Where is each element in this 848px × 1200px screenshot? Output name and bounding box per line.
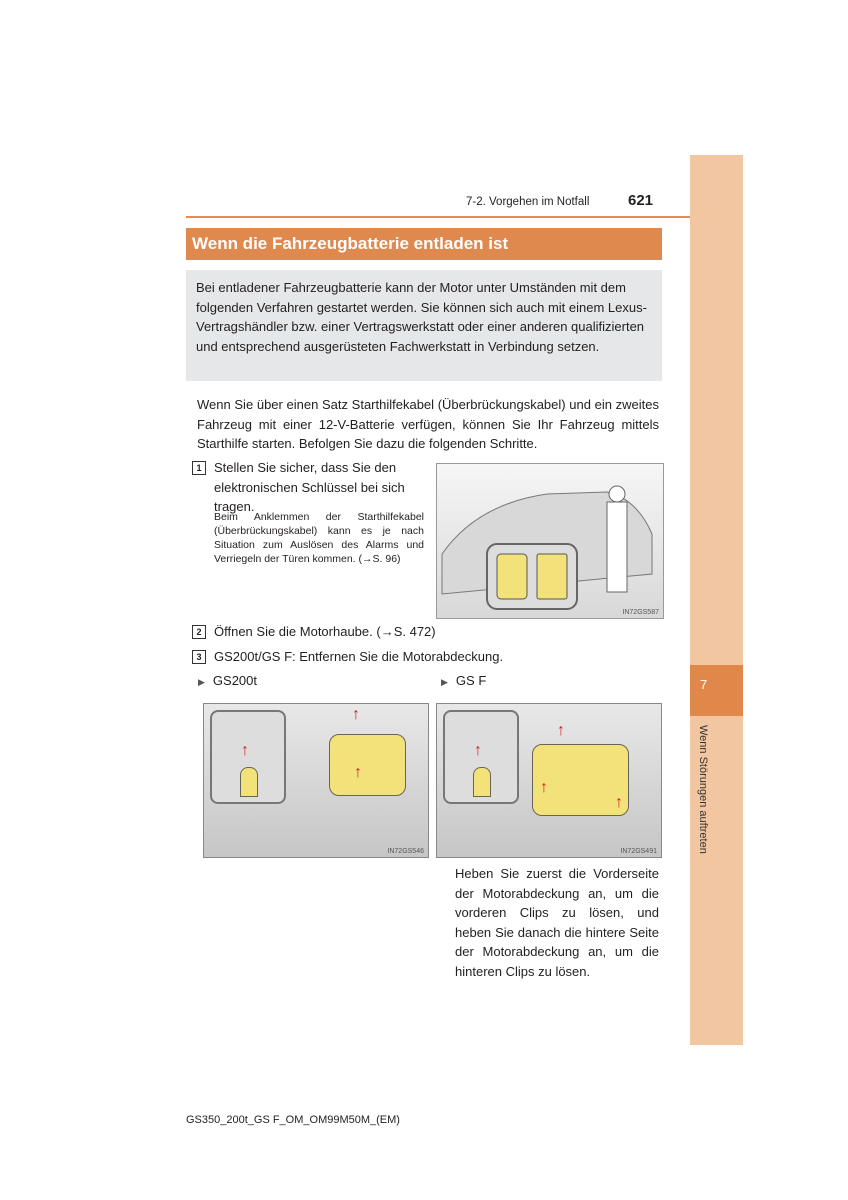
page-number: 621 — [628, 192, 654, 209]
variant-gs200t — [198, 673, 257, 688]
figure-engine-cover-gsf: ↑ ↑ ↑ ↑ IN72GS491 — [436, 703, 662, 858]
chapter-side-tab — [690, 155, 743, 1045]
footer: GS350_200t_GS F_OM_OM99M50M_(EM) — [186, 1114, 400, 1126]
step-3 — [192, 647, 503, 667]
chapter-number-tab[interactable] — [690, 665, 743, 716]
clip-detail-inset: ↑ — [443, 710, 519, 804]
chapter-number: 7 — [700, 677, 708, 692]
step-number: 3 — [192, 650, 206, 664]
chapter-label: Wenn Störungen auftreten — [697, 725, 709, 854]
step-number: 2 — [192, 625, 206, 639]
bullet-triangle-icon: ▶ — [441, 677, 448, 687]
figure-car-key — [436, 463, 664, 619]
step-text: GS200t/GS F: Entfernen Sie die Motorabdeckung. — [214, 649, 504, 664]
intro-box: Bei entladener Fahrzeugbatterie kann der Motor unter Umständen mit dem folgenden Verfahren gestartet werden. Sie können sich auch mit einem Lexus-Vertragshändler bzw. einer Vertragswerkstatt oder einer anderen qualifizierten und entsprechend ausgerüsteten Fachwerkstatt in Verbindung setzen. — [186, 270, 662, 381]
step-2 — [192, 622, 436, 642]
step-text: Öffnen Sie die Motorhaube. (→S. 472) — [214, 624, 436, 639]
bullet-triangle-icon: ▶ — [198, 677, 205, 687]
figure-id: IN72GS587 — [622, 609, 659, 616]
variant-label: GS F — [455, 673, 487, 688]
clip-detail-inset: ↑ — [210, 710, 286, 804]
section-header: 7-2. Vorgehen im Notfall — [466, 196, 590, 208]
variant-gsf — [441, 673, 486, 688]
figure-engine-cover-gs200t: ↑ ↑ ↑ IN72GS546 — [203, 703, 429, 858]
description-paragraph: Heben Sie zuerst die Vorderseite der Motorabdeckung an, um die vorderen Clips zu lösen, und heben Sie danach die hintere Seite der Motorabdeckung an, um die hinteren Clips zu lösen. — [455, 866, 659, 979]
step-1-note: Beim Anklemmen der Starthilfekabel (Überbrückungskabel) kann es je nach Situation zum Auslösen des Alarms und Verriegeln der Türen kommen. (→S. 96) — [214, 511, 424, 565]
variant-label: GS200t — [212, 673, 258, 688]
step-number: 1 — [192, 461, 206, 475]
page-title: Wenn die Fahrzeugbatterie entladen ist — [186, 228, 662, 260]
figure-id: IN72GS491 — [620, 848, 657, 855]
step-text: Stellen Sie sicher, dass Sie den elektronischen Schlüssel bei sich tragen. — [214, 460, 405, 514]
body-paragraph: Wenn Sie über einen Satz Starthilfekabel (Überbrückungskabel) und ein zweites Fahrzeug mit einer 12-V-Batterie verfügen, können Sie Ihr Fahrzeug mittels Starthilfe starten. Befolgen Sie dazu die folgenden Schritte. — [197, 397, 659, 451]
step-1 — [192, 458, 432, 517]
header-divider — [186, 216, 690, 218]
figure-id: IN72GS546 — [387, 848, 424, 855]
car-illustration — [437, 464, 663, 618]
